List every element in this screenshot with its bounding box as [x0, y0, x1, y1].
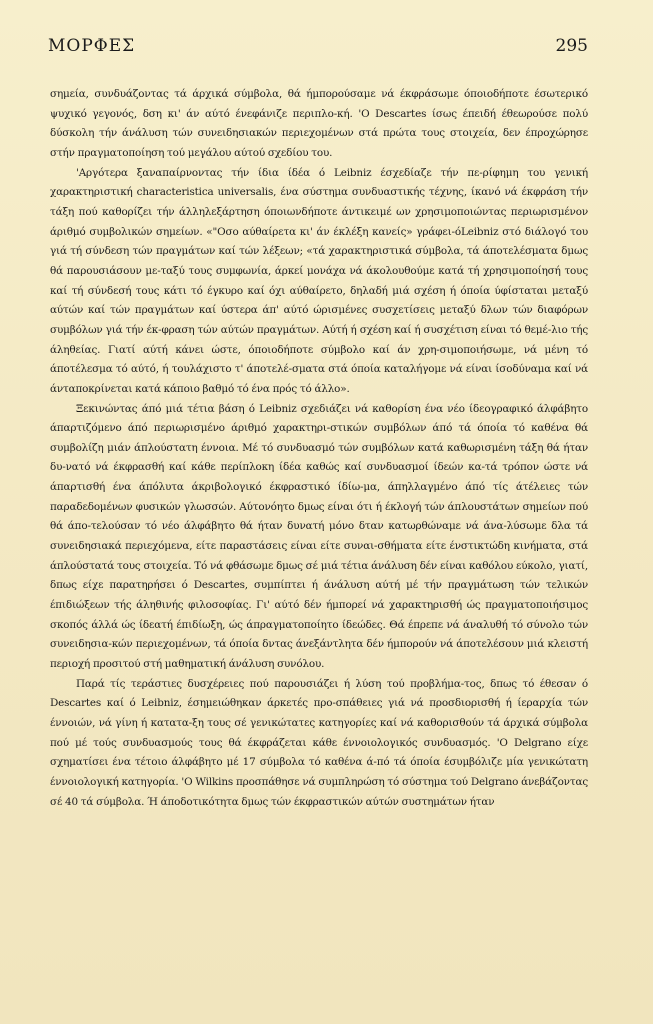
paragraph: σημεία, συνδυάζοντας τά άρχικά σύμβολα, θά ήμπορούσαμε νά έκφράσωμε όποιοδήποτε έσωτερικό ψυχικό γεγονός, δση κι' άν αύτό ένεφάνιζε περιπλο-κή. 'Ο Descartes ίσως έπειδή έθεωρούσε πολύ δύσκολη τήν άνάλυση τών συνειδησιακών περιεχομένων στά πρώτα τους στοιχεία, δεν έπροχώρησε στήν πραγματοποίηση τού μεγάλου αύτού σχεδίου του. — [50, 88, 588, 159]
paragraph: 'Αργότερα ξαναπαίρνοντας τήν ίδια ίδέα ό Leibniz έσχεδίαζε τήν πε-ρίφημη του γενική χαρακτηριστική characteristica universalis, ένα σύστημα συνδυαστικής τέχνης, ίκανό νά έκφράση τήν τάξη πού καθορίζει τήν άλληλεξάρτηση όποιωνδήποτε άντικειμέ ων χρησιμοποιώντας περιωρισμένον άριθμό συμβολικών σημείων. «"Οσο αύθαίρετα κι' άν έκλέξη κανείς» γράφει-όLeibniz στό διάλογό του γιά τή σύνδεση τών πραγμάτων καί τών λέξεων; «τά χαρακτηριστικά σύμβολα, τά άποτελέσματα δμως θά παρουσιάσουν με-ταξύ τους συμφωνία, άρκεί μονάχα νά άκολουθούμε κατά τή χρησιμοποίησή τους καί τή σύνδεσή τους κάτι τό έγκυρο καί όχι αύθαίρετο, δηλαδή μιά σχέση ή όποία ύφίσταται μεταξύ αύτών καί τών πραγμάτων καί ύστερα άπ' αύτό ώρισμένες συσχετίσεις μεταξύ δλων τών διαφόρων συμβόλων γιά τήν έκ-φραση τών αύτών πραγμάτων. Αύτή ή σχέση καί ή συσχέτιση είναι τό θεμέ-λιο τής άληθείας. Γιατί αύτή κάνει ώστε, όποιοδήποτε σύμβολο καί άν χρη-σιμοποιήσωμε, νά μένη τό άποτέλεσμα τό αύτό, ή τουλάχιστο τ' άποτελέ-σματα στά όποία καταλήγομε νά είναι ίσοδύναμα καί νά άνταποκρίνεται κατά κάποιο βαθμό τό ένα πρός τό άλλο». — [50, 166, 588, 395]
paragraph: Ξεκινώντας άπό μιά τέτια βάση ό Leibniz σχεδιάζει νά καθορίση ένα νέο ίδεογραφικό άλφάβητο άπαρτιζόμενο άπό περιωρισμένο άριθμό χαρακτηρι-στικών συμβόλων άπό τά όποία τό καθένα θά συμβολίζη μιάν άπλούστατη έννοια. Μέ τό συνδυασμό τών συμβόλων κατά καθωρισμένη τάξη θά ήταν δυ-νατό νά έκφρασθή καί κάθε περίπλοκη ίδέα καθώς καί συνδυασμοί ίδεών κα-τά τρόπον ώστε νά άπαρτισθή ένα άπόλυτα άκριβολογικό έκφραστικό ίδίω-μα, άπηλλαγμένο άπό τίς άτέλειες τών παραδεδομένων φυσικών γλωσσών. Αύτονόητο δμως είναι ότι ή έκλογή τών άπλουστάτων σημείων πού θά άπο-τελούσαν τό νέο άλφάβητο θά ήταν δυνατή μόνο δταν κατωρθώναμε νά άνα-λύσωμε δλα τά συνειδησιακά περιεχόμενα, είτε παραστάσεις είναι είτε συναι-σθήματα είτε ένστικτώδη κινήματα, στά άπλούστατά τους στοιχεία. Τό νά φθάσωμε δμως σέ μιά τέτια άνάλυση δέν είναι καθόλου εύκολο, γιατί, δπως είχε παρατηρήσει ό Descartes, συμπίπτει ή άνάλυση αύτή μέ τήν πραγμάτωση τών τελικών έπιδιώξεων τής άληθινής φιλοσοφίας. Γι' αύτό δέν ήμπορεί νά χαρακτηρισθή ώς πραγματοποιήσιμος σκοπός άλλά ώς ίδεατή έπιδίωξη, ώς άπραγματοποίητο ίδεώδες. Θά έπρεπε νά άναλυθή τό σύνολο τών συνειδησια-κών περιεχομένων, τά όποία δντας άνεξάντλητα δέν ήμπορούν νά άποτελέσουν μιά κλειστή περιοχή προσιτού στή μαθηματική άνάλυση συνόλου. — [50, 402, 588, 671]
page-header — [48, 36, 588, 58]
running-head: ΜΟΡΦΕΣ — [48, 36, 136, 56]
page-number: 295 — [555, 36, 588, 56]
body-text — [50, 85, 588, 812]
paragraph: Παρά τίς τεράστιες δυσχέρειες πού παρουσιάζει ή λύση τού προβλήμα-τος, δπως τό έθεσαν ό Descartes καί ό Leibniz, έσημειώθηκαν άρκετές προ-σπάθειες γιά νά προσδιορισθή ή ίεραρχία τών έννοιών, νά γίνη ή κατατα-ξη τους σέ γενικώτατες κατηγορίες καί νά καθορισθούν τά άρχικά σύμβολα πού μέ τούς συνδυασμούς τους θά έκφράζεται κάθε έννοιολογικός συνδυασμός. 'Ο Delgrano είχε σχηματίσει ένα τέτοιο άλφάβητο μέ 17 σύμβολα τό καθένα ά-πό τά όποία έσυμβόλιζε μία γενικώτατη έννοιολογική κατηγορία. 'Ο Wilkins προσπάθησε νά συμπληρώση τό σύστημα τού Delgrano άνεβάζοντας σέ 40 τά σύμβολα. Ή άποδοτικότητα δμως τών έκφραστικών αύτών συστημάτων ήταν — [50, 677, 588, 808]
